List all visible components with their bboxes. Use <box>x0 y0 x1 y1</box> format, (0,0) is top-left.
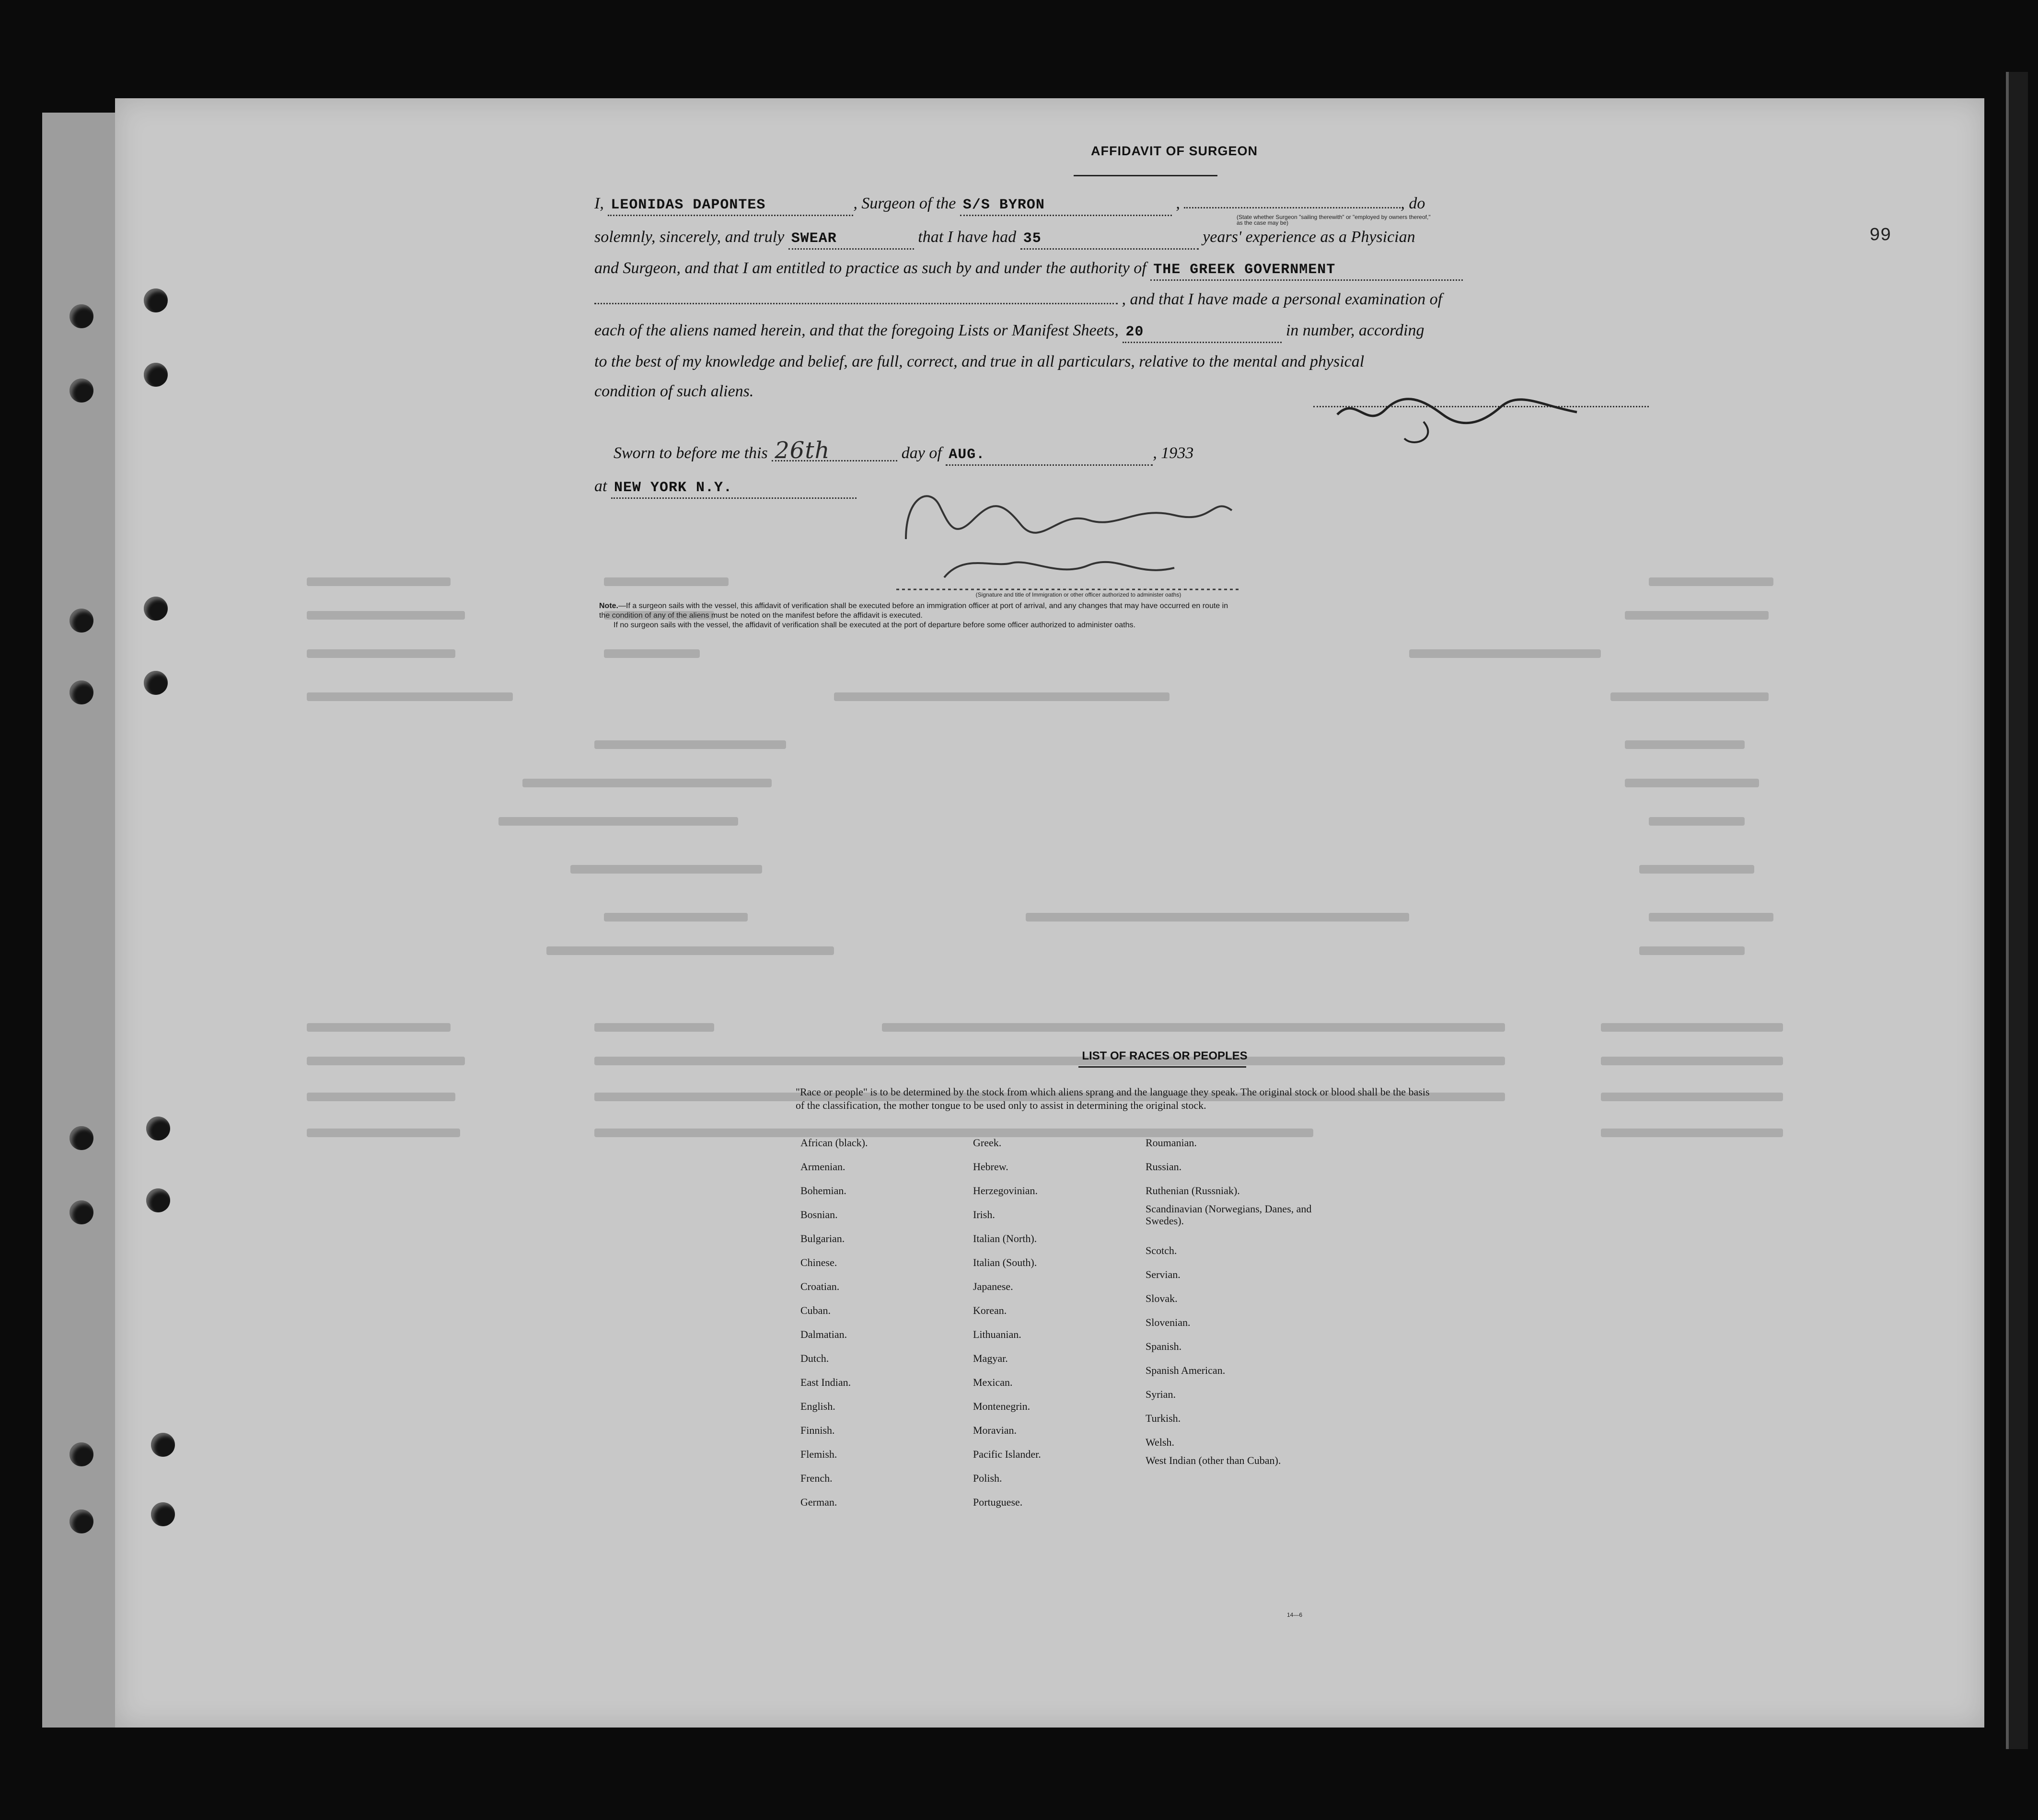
affidavit-line-6: to the best of my knowledge and belief, are full, correct, and true in all particulars, relative to the mental and physical <box>594 353 1365 370</box>
line4-text: , and that I have made a personal examination of <box>1122 290 1443 308</box>
affidavit-line-2 <box>594 228 1649 250</box>
note-line-3: If no surgeon sails with the vessel, the affidavit of verification shall be executed at the port of departure before some officer authorized to administer oaths. <box>614 621 1135 629</box>
race-item: Slovenian. <box>1146 1316 1191 1328</box>
race-item: Hebrew. <box>973 1161 1008 1173</box>
binder-hole <box>144 363 168 387</box>
race-item: East Indian. <box>800 1376 851 1388</box>
race-item: Italian (South). <box>973 1256 1037 1268</box>
binder-hole <box>69 680 93 704</box>
sheet-count: 20 <box>1123 323 1282 343</box>
race-item: Croatian. <box>800 1280 840 1292</box>
races-title-underline <box>1078 1066 1246 1068</box>
affidavit-line-5 <box>594 321 1649 343</box>
race-item: Portuguese. <box>973 1496 1023 1508</box>
line1-mid: , Surgeon of the <box>853 195 956 212</box>
race-item: Turkish. <box>1146 1412 1181 1424</box>
race-item: Irish. <box>973 1209 995 1221</box>
race-item: Syrian. <box>1146 1388 1176 1400</box>
race-item: Dalmatian. <box>800 1328 847 1340</box>
race-item: Flemish. <box>800 1448 837 1460</box>
binder-hole <box>146 1188 170 1212</box>
race-item: African (black). <box>800 1137 868 1149</box>
races-intro: "Race or people" is to be determined by the stock from which aliens sprang and the language they speak. The original stock or blood shall be the basis of the classification, the mother tongue to be used only to assist in determining the original stock. <box>796 1086 1430 1111</box>
line2-mid: that I have had <box>918 228 1017 246</box>
affidavit-line-1 <box>594 194 1649 216</box>
sworn-line <box>614 437 1668 466</box>
sworn-year: , 1933 <box>1153 444 1194 462</box>
race-item: Italian (North). <box>973 1233 1037 1244</box>
race-item: Bohemian. <box>800 1185 846 1197</box>
races-column-2 <box>973 1131 1165 1514</box>
race-item: Welsh. <box>1146 1436 1174 1448</box>
book-spine <box>2006 72 2028 1749</box>
race-item: Herzegovinian. <box>973 1185 1038 1197</box>
race-item: Finnish. <box>800 1424 835 1436</box>
binder-hole <box>146 1117 170 1140</box>
race-item: Servian. <box>1146 1268 1181 1280</box>
race-item: French. <box>800 1472 833 1484</box>
race-item: Magyar. <box>973 1352 1008 1364</box>
races-columns <box>800 1131 1471 1610</box>
binder-hole <box>69 1442 93 1466</box>
affidavit-line-4 <box>594 290 1649 309</box>
race-item: Greek. <box>973 1137 1002 1149</box>
binder-hole <box>144 671 168 695</box>
binder-hole <box>69 609 93 633</box>
race-item: Polish. <box>973 1472 1002 1484</box>
line1-suffix: , do <box>1401 195 1425 212</box>
race-item: Chinese. <box>800 1256 837 1268</box>
race-item: Russian. <box>1146 1161 1182 1173</box>
race-item: Scandinavian (Norwegians, Danes, and Swedes). <box>1146 1203 1312 1227</box>
vessel-name: S/S BYRON <box>960 196 1172 216</box>
affidavit-title: AFFIDAVIT OF SURGEON <box>1091 144 1258 158</box>
surgeon-status-note: (State whether Surgeon "sailing therewith" or "employed by owners thereof," as the case may be) <box>1237 214 1431 226</box>
race-item: Bulgarian. <box>800 1233 845 1244</box>
race-item: Armenian. <box>800 1161 845 1173</box>
line3-prefix: and Surgeon, and that I am entitled to practice as such by and under the authority of <box>594 259 1146 277</box>
race-item: Bosnian. <box>800 1209 838 1221</box>
binder-hole <box>151 1502 175 1526</box>
race-item: West Indian (other than Cuban). <box>1146 1454 1281 1466</box>
oath-word: SWEAR <box>788 229 914 250</box>
sworn-month: AUG. <box>946 445 1153 466</box>
bleed-through-text <box>307 577 1793 1152</box>
binder-hole <box>69 1200 93 1224</box>
surgeon-signature <box>1328 386 1596 443</box>
race-item: Montenegrin. <box>973 1400 1031 1412</box>
affidavit-line-7: condition of such aliens. <box>594 382 754 400</box>
race-item: Spanish American. <box>1146 1364 1226 1376</box>
races-title: LIST OF RACES OR PEOPLES <box>1082 1049 1248 1062</box>
affidavit-note <box>599 601 1654 630</box>
form-code: 14—6 <box>1287 1612 1303 1618</box>
sworn-mid: day of <box>901 444 942 462</box>
race-item: Korean. <box>973 1304 1007 1316</box>
page-number: 99 <box>1869 225 1891 246</box>
race-item: Moravian. <box>973 1424 1017 1436</box>
line2-prefix: solemnly, sincerely, and truly <box>594 228 785 246</box>
race-item: English. <box>800 1400 835 1412</box>
race-item: Scotch. <box>1146 1244 1177 1256</box>
surgeon-status-blank <box>1184 207 1401 208</box>
officer-caption: (Signature and title of Immigration or other officer authorized to administer oaths) <box>975 591 1181 598</box>
races-column-3 <box>1146 1131 1328 1478</box>
sworn-prefix: Sworn to before me this <box>614 444 768 462</box>
line1-comma: , <box>1176 195 1180 212</box>
years-experience: 35 <box>1020 229 1199 250</box>
officer-signature <box>887 467 1251 597</box>
race-item: German. <box>800 1496 837 1508</box>
binder-hole <box>69 1126 93 1150</box>
binder-hole <box>144 597 168 621</box>
line5-suffix: in number, according <box>1285 322 1424 339</box>
race-item: Cuban. <box>800 1304 831 1316</box>
binding-strip <box>42 113 115 1728</box>
note-line-2: the condition of any of the aliens must be noted on the manifest before the affidavit is executed. <box>599 611 923 620</box>
at-prefix: at <box>594 477 607 495</box>
line2-suffix: years' experience as a Physician <box>1203 228 1415 246</box>
note-label: Note. <box>599 602 618 610</box>
affidavit-line-3 <box>594 259 1649 281</box>
sworn-place: NEW YORK N.Y. <box>611 478 857 499</box>
title-underline <box>1074 175 1217 176</box>
binder-hole <box>69 1509 93 1533</box>
race-item: Pacific Islander. <box>973 1448 1041 1460</box>
race-item: Spanish. <box>1146 1340 1182 1352</box>
line5-prefix: each of the aliens named herein, and that the foregoing Lists or Manifest Sheets, <box>594 322 1119 339</box>
surgeon-name: LEONIDAS DAPONTES <box>608 196 853 216</box>
sworn-day: 26th <box>772 441 897 461</box>
binder-hole <box>69 379 93 403</box>
binder-hole <box>144 288 168 312</box>
authority: THE GREEK GOVERNMENT <box>1150 260 1463 281</box>
race-item: Mexican. <box>973 1376 1013 1388</box>
binder-hole <box>69 304 93 328</box>
races-column-1 <box>800 1131 992 1514</box>
race-item: Ruthenian (Russniak). <box>1146 1185 1240 1197</box>
race-item: Roumanian. <box>1146 1137 1197 1149</box>
race-item: Lithuanian. <box>973 1328 1021 1340</box>
race-item: Japanese. <box>973 1280 1013 1292</box>
race-item: Slovak. <box>1146 1292 1178 1304</box>
race-item: Dutch. <box>800 1352 829 1364</box>
binder-hole <box>151 1433 175 1457</box>
authority-continuation-blank <box>594 303 1118 304</box>
line1-prefix: I, <box>594 195 604 212</box>
manifest-page <box>115 98 1984 1728</box>
note-line-1: —If a surgeon sails with the vessel, this affidavit of verification shall be executed before an immigration officer at port of arrival, and any changes that may have occurred en route in <box>618 602 1228 610</box>
